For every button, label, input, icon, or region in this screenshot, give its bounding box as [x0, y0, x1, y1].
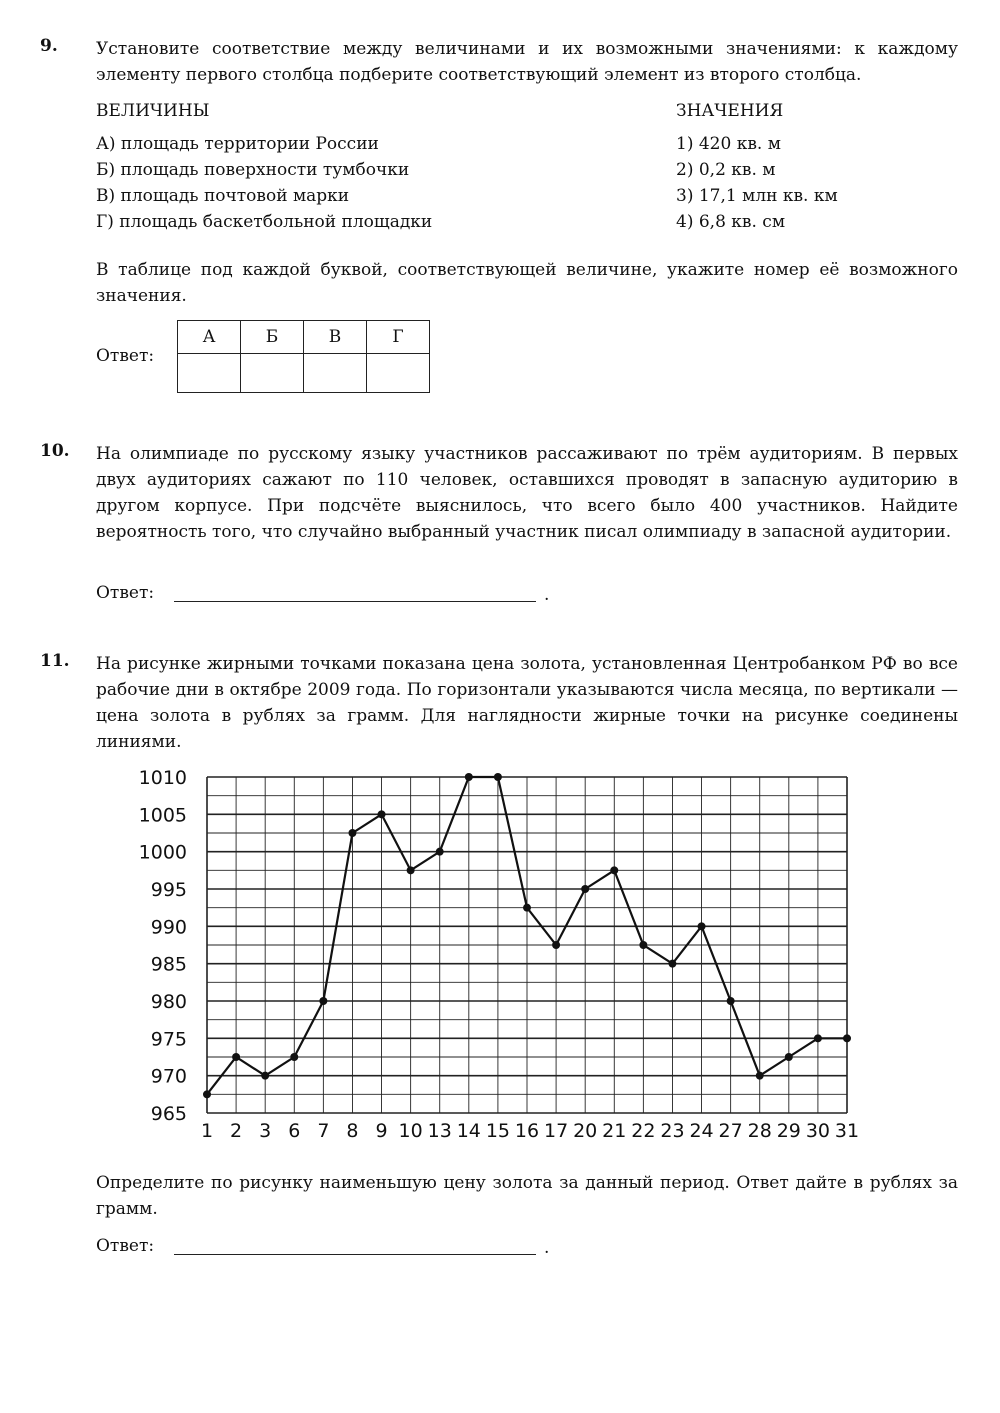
data-point: [843, 1034, 851, 1042]
data-point: [494, 773, 502, 781]
x-tick-label: 15: [485, 1120, 511, 1142]
answer-table-header-b: Б: [241, 321, 304, 354]
y-tick-label: 1000: [138, 841, 187, 864]
answer-table-header-a: А: [178, 321, 241, 354]
quantity-b: Б) площадь поверхности тумбочки: [96, 160, 410, 180]
x-tick-label: 22: [631, 1120, 656, 1142]
data-point: [727, 997, 735, 1005]
y-tick-label: 970: [150, 1065, 187, 1088]
data-point: [290, 1053, 298, 1061]
x-tick-label: 21: [602, 1120, 627, 1142]
data-point: [465, 773, 473, 781]
data-point: [348, 829, 356, 837]
question-9-instruction: В таблице под каждой буквой, соответствующей величине, укажите номер её возможного значения.: [96, 260, 958, 306]
question-11-answer-label: Ответ:: [96, 1236, 155, 1256]
question-10-answer-label: Ответ:: [96, 583, 155, 603]
question-9-text: Установите соответствие между величинами и их возможными значениями: к каждому элементу первого столбца подберите соответствующий элемент из второго столбца.: [96, 39, 958, 85]
data-point: [523, 904, 531, 912]
data-point: [785, 1053, 793, 1061]
value-2: 2) 0,2 кв. м: [676, 160, 776, 180]
question-11-answer-end: .: [544, 1238, 550, 1258]
data-point: [698, 922, 706, 930]
data-point: [232, 1053, 240, 1061]
data-point: [552, 941, 560, 949]
values-header: ЗНАЧЕНИЯ: [676, 101, 784, 121]
x-tick-label: 30: [805, 1120, 831, 1142]
data-point: [814, 1034, 822, 1042]
data-point: [436, 848, 444, 856]
question-9-answer-label: Ответ:: [96, 346, 155, 366]
x-tick-label: 16: [514, 1120, 540, 1142]
data-point: [261, 1072, 269, 1080]
x-tick-label: 1: [200, 1120, 214, 1142]
x-tick-label: 13: [427, 1120, 452, 1142]
quantity-a: А) площадь территории России: [96, 134, 379, 154]
data-point: [407, 866, 415, 874]
data-point: [581, 885, 589, 893]
quantity-g: Г) площадь баскетбольной площадки: [96, 212, 433, 232]
y-tick-label: 1010: [138, 767, 187, 789]
data-point: [668, 960, 676, 968]
x-tick-label: 31: [834, 1120, 860, 1142]
question-11-text: На рисунке жирными точками показана цена золота, установленная Центробанком РФ во все рабочие дни в октябре 2009 года. По горизонтали указываются числа месяца, по вертикали — цена золота в рублях за грамм. Для наглядности жирные точки на рисунке соединены линиями.: [96, 654, 958, 752]
x-tick-label: 7: [317, 1120, 330, 1142]
x-tick-label: 28: [747, 1120, 772, 1142]
x-tick-label: 27: [718, 1120, 743, 1142]
question-10-text: На олимпиаде по русскому языку участников рассаживают по трём аудиториям. В первых двух аудиториях сажают по 110 человек, оставшихся проводят в запасную аудиторию в другом корпусе. При подсчёте выяснилось, что всего было 400 участников. Найдите вероятность того, что случайно выбранный участник писал олимпиаду в запасной аудитории.: [96, 444, 958, 542]
question-10-number: 10.: [40, 441, 70, 461]
data-point: [756, 1072, 764, 1080]
y-tick-label: 965: [150, 1103, 187, 1125]
question-11-answer-field[interactable]: [174, 1254, 536, 1255]
y-tick-label: 1005: [138, 804, 187, 827]
value-3: 3) 17,1 млн кв. км: [676, 186, 838, 206]
y-tick-label: 985: [150, 953, 187, 976]
x-tick-label: 17: [543, 1120, 569, 1142]
question-11-number: 11.: [40, 651, 70, 671]
x-tick-label: 9: [375, 1120, 388, 1142]
x-tick-label: 23: [660, 1120, 685, 1142]
value-4: 4) 6,8 кв. см: [676, 212, 786, 232]
data-point: [378, 810, 386, 818]
x-tick-label: 29: [776, 1120, 801, 1142]
x-tick-label: 6: [288, 1120, 301, 1142]
data-point: [610, 866, 618, 874]
quantity-v: В) площадь почтовой марки: [96, 186, 350, 206]
y-tick-label: 995: [150, 879, 187, 901]
y-tick-label: 990: [150, 916, 187, 939]
x-tick-label: 3: [259, 1120, 272, 1142]
question-11-question: Определите по рисунку наименьшую цену золота за данный период. Ответ дайте в рублях за грамм.: [96, 1173, 958, 1219]
question-10-answer-end: .: [544, 585, 550, 605]
answer-table-header-g: Г: [367, 321, 430, 354]
x-tick-label: 24: [689, 1120, 714, 1142]
x-tick-label: 14: [456, 1120, 481, 1142]
data-point: [639, 941, 647, 949]
quantities-header: ВЕЛИЧИНЫ: [96, 101, 210, 121]
x-tick-label: 2: [230, 1120, 243, 1142]
data-point: [203, 1090, 211, 1098]
data-point: [319, 997, 327, 1005]
answer-table-header-v: В: [304, 321, 367, 354]
y-tick-label: 975: [150, 1028, 187, 1051]
value-1: 1) 420 кв. м: [676, 134, 781, 154]
x-tick-label: 8: [346, 1120, 359, 1142]
y-tick-label: 980: [150, 991, 187, 1013]
x-tick-label: 20: [573, 1120, 598, 1142]
x-tick-label: 10: [398, 1120, 423, 1142]
question-9-number: 9.: [40, 36, 58, 56]
